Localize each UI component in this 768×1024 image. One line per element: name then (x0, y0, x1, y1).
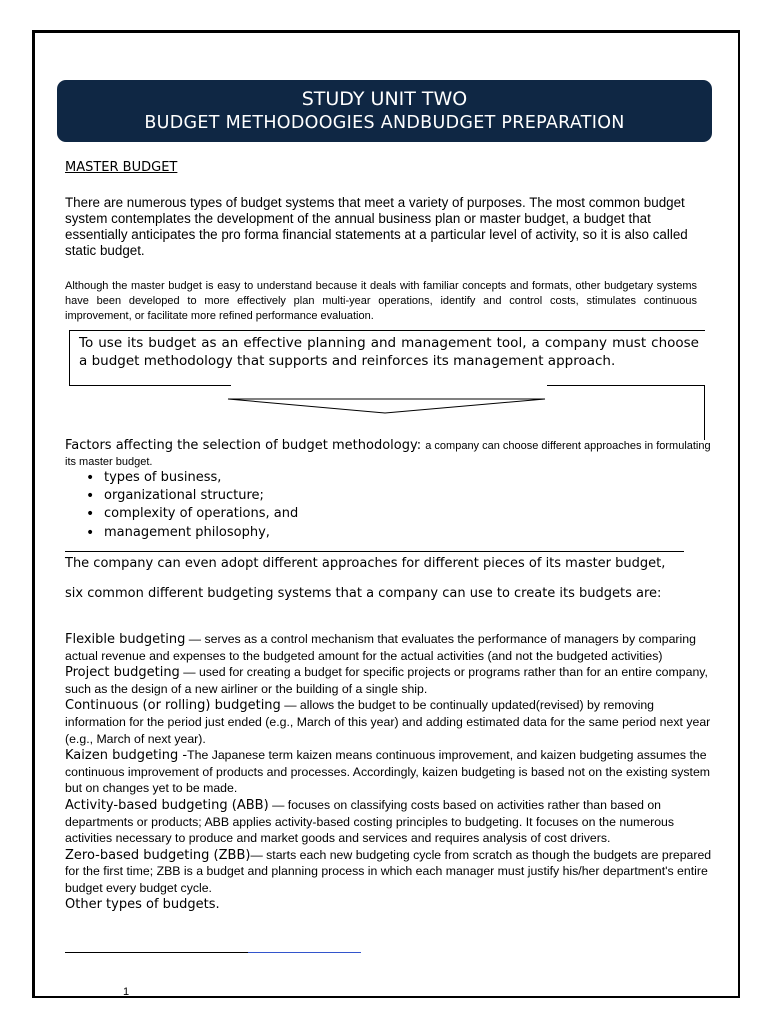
system-description: — serves as a control mechanism that evaluates the performance of managers by comparing actual revenue and expenses to the budgeted amount for the actual activities (and not the budgeted activities) (65, 632, 696, 663)
footnote-rule (65, 952, 248, 953)
system-term: Kaizen budgeting - (65, 748, 188, 764)
budgeting-systems (65, 631, 713, 913)
list-item: • organizational structure; (82, 487, 298, 505)
system-term: Continuous (or rolling) budgeting (65, 698, 281, 714)
system-kaizen (65, 747, 713, 797)
master-budget-paragraph: There are numerous types of budget systems that meet a variety of purposes. The most common budget system contemplates the development of the annual business plan or master budget, a budget that essentially anticipates the pro forma financial statements at a particular level of activity, so it is also called static budget. (65, 195, 688, 258)
system-description: — allows the budget to be continually updated(revised) by removing information for the period just ended (e.g., March of this year) and adding estimated data for the same period next year (e.g., March of next year). (65, 698, 711, 746)
title-banner (57, 80, 712, 142)
system-continuous (65, 697, 713, 747)
callout-border-right (704, 385, 705, 440)
section-divider (65, 551, 684, 552)
system-term: Zero-based budgeting (ZBB) (65, 847, 251, 863)
callout-border-bottom-right (547, 385, 705, 386)
factors-lead: Factors affecting the selection of budget methodology: (65, 438, 426, 453)
system-term: Flexible budgeting (65, 632, 186, 647)
footnote-link-rule (248, 952, 361, 953)
system-activity-based (65, 797, 713, 847)
factor-list (82, 469, 298, 542)
six-systems-intro: six common different budgeting systems that a company can use to create its budgets are: (65, 586, 662, 601)
other-types-text: Other types of budgets. (65, 896, 220, 912)
callout-border-top (69, 330, 705, 331)
page-number: 1 (123, 986, 130, 998)
master-budget-note: Although the master budget is easy to understand because it deals with familiar concepts and formats, other budgetary systems have been developed to more effectively plan multi-year operations, identify and control costs, stimulates continuous improvement, or facilitate more refined performance evaluation. (65, 280, 697, 322)
approaches-text: The company can even adopt different approaches for different pieces of its master budget, (65, 556, 666, 571)
system-description: — starts each new budgeting cycle from scratch as though the budgets are prepared for the first time; ZBB is a budget and planning process in which each manager must justify his/her department's entire budget every budget cycle. (65, 847, 712, 895)
master-budget-heading: MASTER BUDGET (65, 160, 178, 175)
study-unit-title: STUDY UNIT TWO (301, 88, 468, 110)
down-arrow-icon (225, 396, 550, 418)
system-zero-based (65, 847, 713, 897)
callout-text: To use its budget as an effective planning and management tool, a company must choose a budget methodology that supports and reinforces its management approach. (79, 335, 699, 369)
system-description: — focuses on classifying costs based on activities rather than based on departments or products; ABB applies activity-based costing principles to budgeting. It focuses on the numerous activities necessary to produce and market goods and services and requires analysis of cost drivers. (65, 797, 675, 846)
system-term: Project budgeting (65, 665, 180, 681)
list-item: • complexity of operations, and (82, 505, 298, 523)
factors-note: a company can choose different approaches in formulating its master budget. (65, 440, 711, 468)
system-description: The Japanese term kaizen means continuous improvement, and kaizen budgeting assumes the continuous improvement of products and processes. Accordingly, kaizen budgeting is based not on the existing system but on changes yet to be made. (65, 748, 711, 796)
system-flexible (65, 631, 713, 664)
unit-subtitle: BUDGET METHODOOGIES ANDBUDGET PREPARATION (144, 113, 625, 133)
callout-border-bottom-left (69, 385, 231, 386)
system-project (65, 664, 713, 697)
system-term: Activity-based budgeting (ABB) (65, 797, 269, 813)
factors-intro (65, 438, 715, 470)
list-item: • types of business, (82, 469, 298, 487)
system-description: — used for creating a budget for specific projects or programs rather than for an entire company, such as the design of a new airliner or the building of a single ship. (65, 665, 708, 696)
callout-border-left (69, 330, 70, 386)
list-item: • management philosophy, (82, 524, 298, 542)
